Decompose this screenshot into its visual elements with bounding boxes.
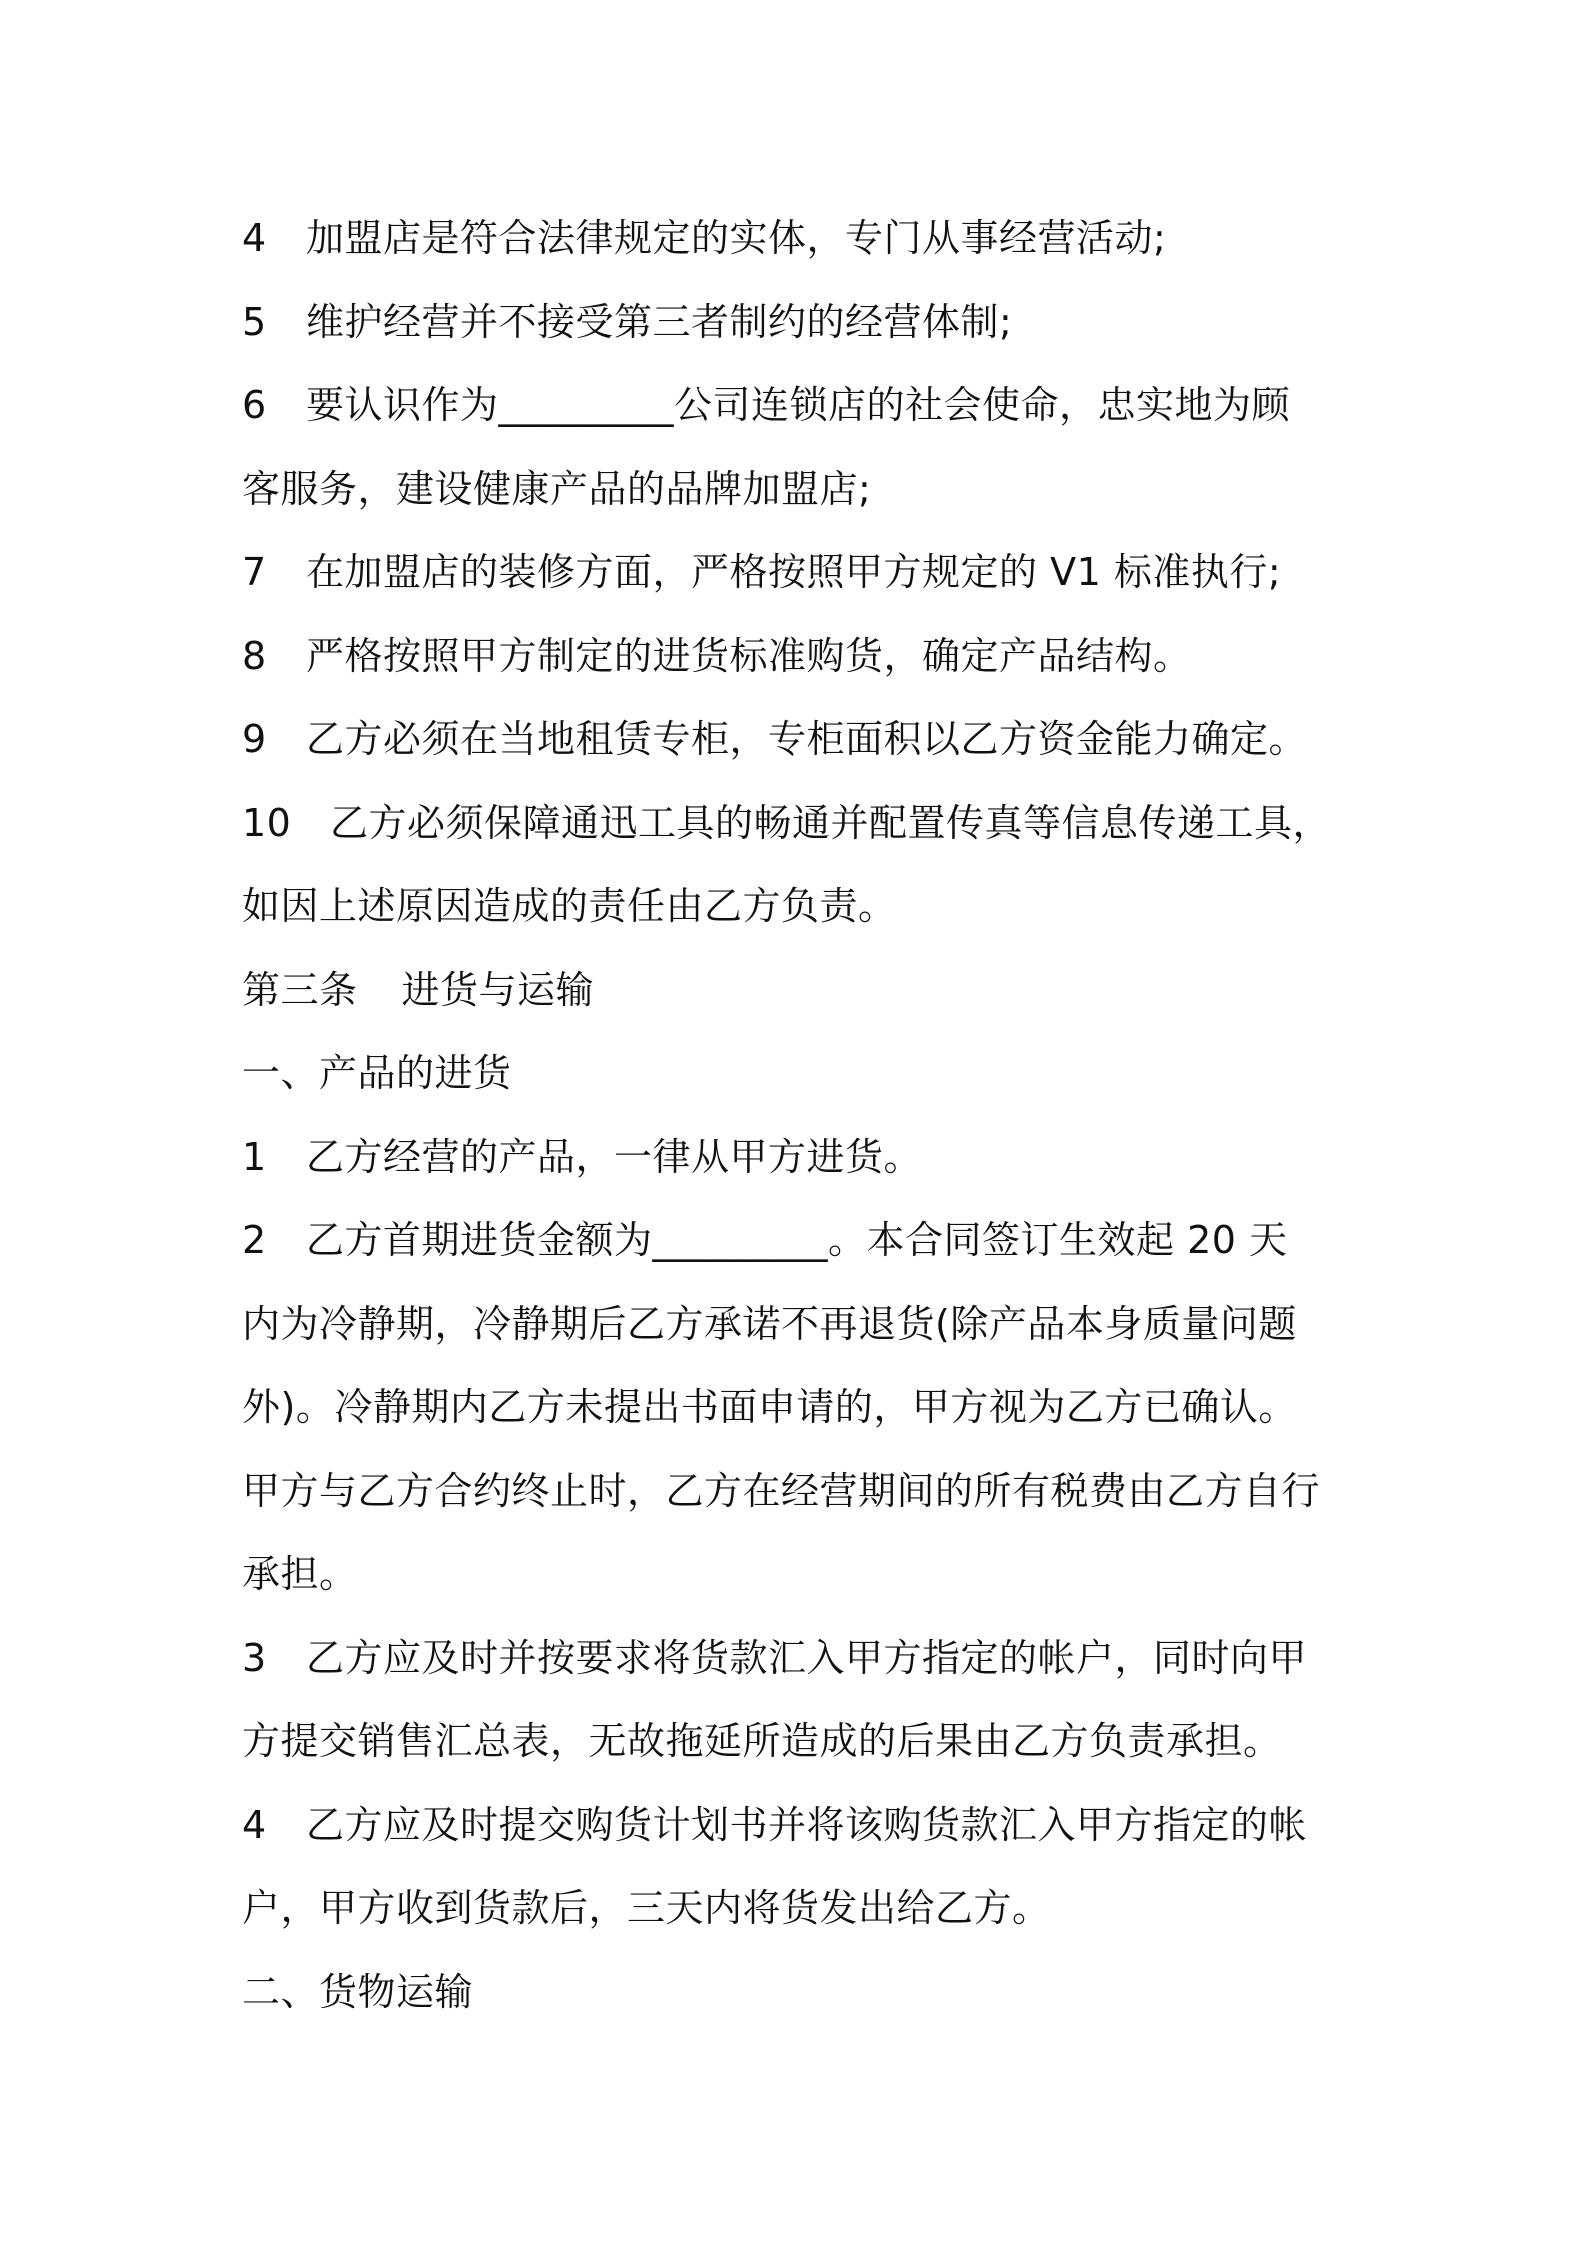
- clause-text: 承担。: [242, 1552, 358, 1596]
- clause-text: 要认识作为_________公司连锁店的社会使命，忠实地为顾: [306, 383, 1291, 427]
- clause-continuation: [242, 448, 1354, 532]
- clause-number: 4: [242, 1802, 267, 1847]
- clause-continuation: [242, 1867, 1354, 1951]
- clause-line: [242, 1199, 1354, 1283]
- clause-line: [242, 1617, 1354, 1701]
- clause-number: 7: [242, 550, 267, 594]
- clause-text: 甲方与乙方合约终止时，乙方在经营期间的所有税费由乙方自行: [242, 1468, 1321, 1513]
- article-number: 第三条: [242, 967, 358, 1012]
- clause-text: 严格按照甲方制定的进货标准购货，确定产品结构。: [306, 633, 1192, 678]
- clause-line: [242, 1784, 1354, 1868]
- clause-number: 4: [242, 216, 267, 260]
- clause-text: 乙方应及时并按要求将货款汇入甲方指定的帐户，同时向甲: [306, 1635, 1308, 1680]
- clause-number: 8: [242, 633, 267, 678]
- clause-text: 户，甲方收到货款后，三天内将货发出给乙方。: [242, 1886, 1051, 1930]
- clause-text: 乙方必须保障通迅工具的畅通并配置传真等信息传递工具，: [330, 800, 1332, 845]
- clause-number: 10: [242, 800, 292, 845]
- clause-text: 内为冷静期，冷静期后乙方承诺不再退货(除产品本身质量问题: [242, 1301, 1297, 1346]
- document-body: [242, 197, 1354, 2034]
- section-heading: [242, 1032, 1354, 1116]
- clause-text: 客服务，建设健康产品的品牌加盟店;: [242, 466, 872, 511]
- clause-line: [242, 1116, 1354, 1200]
- section-heading: [242, 1951, 1354, 2035]
- clause-continuation: [242, 1450, 1354, 1534]
- clause-number: 1: [242, 1134, 267, 1179]
- clause-number: 9: [242, 717, 267, 761]
- clause-line: [242, 782, 1354, 866]
- clause-text: 外)。冷静期内乙方未提出书面申请的，甲方视为乙方已确认。: [242, 1385, 1297, 1429]
- clause-text: 乙方经营的产品，一律从甲方进货。: [306, 1134, 923, 1179]
- clause-text: 方提交销售汇总表，无故拖延所造成的后果由乙方负责承担。: [242, 1719, 1282, 1763]
- article-heading: [242, 949, 1354, 1033]
- clause-text: 在加盟店的装修方面，严格按照甲方规定的 V1 标准执行;: [306, 550, 1282, 594]
- clause-line: [242, 197, 1354, 281]
- clause-line: [242, 615, 1354, 699]
- clause-continuation: [242, 1366, 1354, 1450]
- clause-continuation: [242, 865, 1354, 949]
- clause-text: 如因上述原因造成的责任由乙方负责。: [242, 884, 897, 928]
- clause-number: 6: [242, 383, 267, 427]
- clause-text: 乙方应及时提交购货计划书并将该购货款汇入甲方指定的帐: [306, 1802, 1308, 1847]
- clause-line: [242, 364, 1354, 448]
- clause-number: 5: [242, 299, 267, 344]
- section-title: 二、货物运输: [242, 1969, 474, 2014]
- clause-text: 维护经营并不接受第三者制约的经营体制;: [306, 299, 1013, 344]
- clause-continuation: [242, 1700, 1354, 1784]
- clause-line: [242, 281, 1354, 365]
- clause-text: 加盟店是符合法律规定的实体，专门从事经营活动;: [306, 216, 1167, 260]
- clause-number: 2: [242, 1218, 267, 1262]
- article-title: 进货与运输: [401, 967, 595, 1012]
- clause-continuation: [242, 1283, 1354, 1367]
- clause-line: [242, 698, 1354, 782]
- clause-number: 3: [242, 1635, 267, 1680]
- section-title: 一、产品的进货: [242, 1051, 512, 1095]
- clause-text: 乙方必须在当地租赁专柜，专柜面积以乙方资金能力确定。: [306, 717, 1308, 761]
- clause-text: 乙方首期进货金额为_________。本合同签订生效起 20 天: [306, 1218, 1288, 1262]
- clause-line: [242, 531, 1354, 615]
- clause-continuation: [242, 1533, 1354, 1617]
